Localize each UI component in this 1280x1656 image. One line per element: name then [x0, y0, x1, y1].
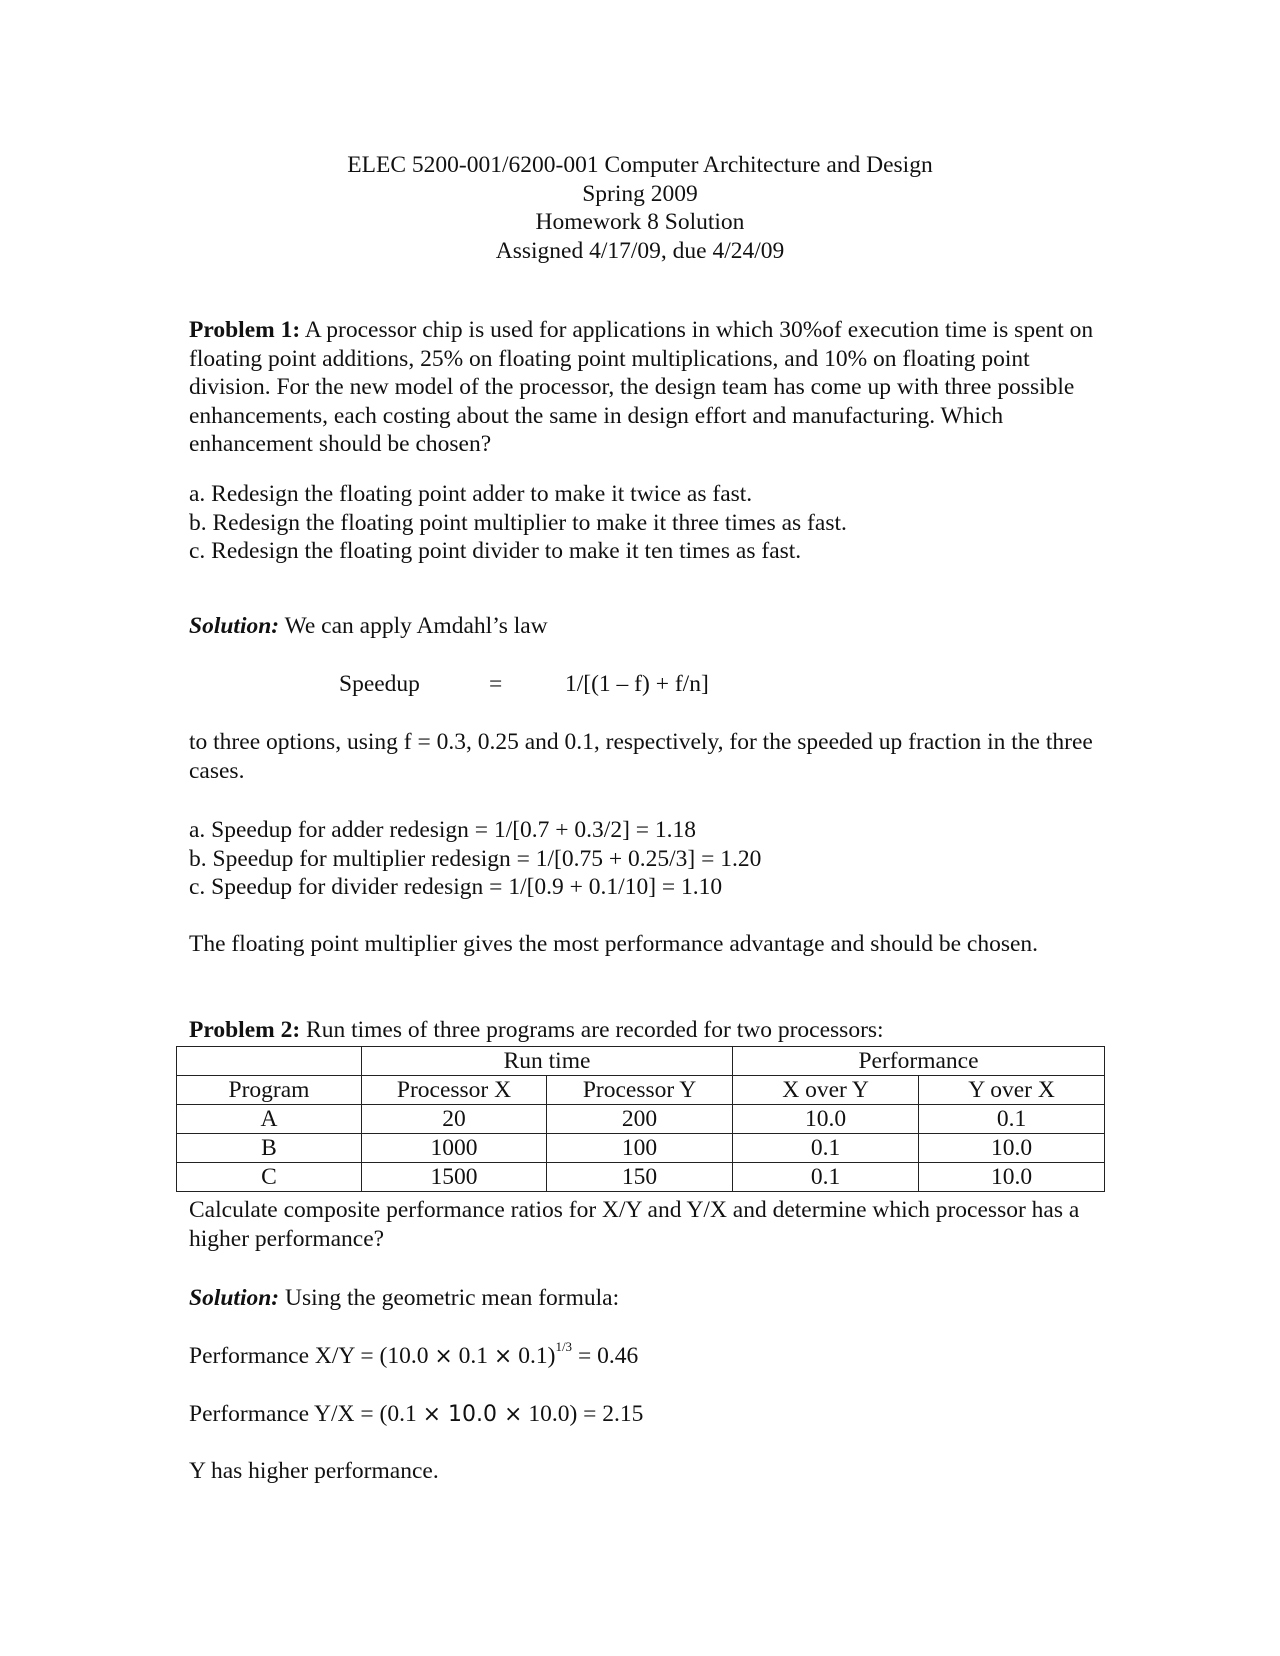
column-header: X over Y — [733, 1076, 919, 1105]
column-header: Y over X — [919, 1076, 1105, 1105]
times-symbol: × — [504, 1402, 523, 1427]
column-header: Program — [177, 1076, 362, 1105]
course-title: ELEC 5200-001/6200-001 Computer Architecture and Design — [347, 152, 933, 178]
problem1-options — [189, 480, 1109, 566]
formula-equals: = — [489, 671, 503, 697]
formula-rhs: 1/[(1 – f) + f/n] — [565, 671, 709, 697]
table-cell: 0.1 — [733, 1163, 919, 1192]
times-symbol: × — [434, 1344, 453, 1369]
table-cell: 0.1 — [733, 1134, 919, 1163]
exponent: 1/3 — [555, 1339, 573, 1354]
table-cell: B — [177, 1134, 362, 1163]
table-cell: 150 — [547, 1163, 733, 1192]
table-column-header-row — [177, 1076, 1105, 1105]
times-symbol: × — [493, 1344, 513, 1369]
option-c: c. Redesign the floating point divider to make it ten times as fast. — [189, 538, 802, 564]
table-cell: 10.0 — [733, 1105, 919, 1134]
table-cell: 20 — [362, 1105, 547, 1134]
runtime-table — [176, 1046, 1105, 1192]
problem2-conclusion: Y has higher performance. — [189, 1458, 439, 1484]
table-cell: 100 — [547, 1134, 733, 1163]
table-corner-cell — [177, 1047, 362, 1076]
problem1-conclusion: The floating point multiplier gives the most performance advantage and should be chosen. — [189, 931, 1039, 957]
table-cell: A — [177, 1105, 362, 1134]
group-header-performance: Performance — [733, 1047, 1105, 1076]
solution2-text: Using the geometric mean formula: — [279, 1285, 620, 1311]
table-group-header-row — [177, 1047, 1105, 1076]
problem1-label: Problem 1: — [189, 317, 301, 343]
performance-yx-formula: Performance Y/X = (0.1 × 10.0 × 10.0) = 2.15 — [189, 1401, 644, 1427]
column-header: Processor X — [362, 1076, 547, 1105]
table-cell: C — [177, 1163, 362, 1192]
problem2-label: Problem 2: — [189, 1017, 301, 1043]
formula-lhs: Speedup — [339, 671, 420, 697]
problem2-statement — [189, 1016, 1109, 1045]
table-row — [177, 1163, 1105, 1192]
homework-title: Homework 8 Solution — [535, 209, 745, 235]
option-a: a. Redesign the floating point adder to make it twice as fast. — [189, 481, 753, 507]
times-symbol: × — [422, 1402, 442, 1427]
solution1-text: We can apply Amdahl’s law — [279, 613, 548, 639]
table-cell: 10.0 — [919, 1134, 1105, 1163]
column-header: Processor Y — [547, 1076, 733, 1105]
document-header — [0, 151, 1280, 265]
result-c: c. Speedup for divider redesign = 1/[0.9 + 0.1/10] = 1.10 — [189, 874, 723, 900]
problem2-text: Run times of three programs are recorded for two processors: — [300, 1017, 884, 1043]
solution2-label: Solution: — [189, 1285, 280, 1311]
table-cell: 200 — [547, 1105, 733, 1134]
result-b: b. Speedup for multiplier redesign = 1/[0.75 + 0.25/3] = 1.20 — [189, 845, 762, 872]
solution1-label: Solution: — [189, 613, 280, 639]
result-a: a. Speedup for adder redesign = 1/[0.7 + 0.3/2] = 1.18 — [189, 817, 697, 843]
problem1-solution-intro — [189, 612, 1109, 641]
table-cell: 0.1 — [919, 1105, 1105, 1134]
option-b: b. Redesign the floating point multiplier to make it three times as fast. — [189, 509, 847, 536]
assignment-dates: Assigned 4/17/09, due 4/24/09 — [495, 237, 785, 264]
problem2-question: Calculate composite performance ratios for X/Y and Y/X and determine which processor has a higher performance? — [189, 1197, 1080, 1252]
table-cell: 10.0 — [919, 1163, 1105, 1192]
problem1-results — [189, 816, 1109, 902]
problem1-statement — [189, 316, 1109, 459]
term: Spring 2009 — [582, 180, 698, 207]
problem1-apply-text: to three options, using f = 0.3, 0.25 and 0.1, respectively, for the speeded up fraction in the three cases. — [189, 729, 1093, 784]
table-cell: 1500 — [362, 1163, 547, 1192]
table-row — [177, 1134, 1105, 1163]
problem1-text: A processor chip is used for applications in which 30%of execution time is spent on floating point additions, 25% on floating point multiplications, and 10% on floating point division. For the new model of the processor, the design team has come up with three possible enhancements, each costing about the same in design effort and manufacturing. Which enhancement should be chosen? — [189, 317, 1094, 457]
group-header-runtime: Run time — [362, 1047, 733, 1076]
table-cell: 1000 — [362, 1134, 547, 1163]
table-row — [177, 1105, 1105, 1134]
performance-xy-formula: Performance $X/Y = (10.0 \times 0.1 \times 0.1)^{1/3} = 0.46$ — [189, 1339, 639, 1369]
problem2-solution-intro — [189, 1284, 1109, 1313]
